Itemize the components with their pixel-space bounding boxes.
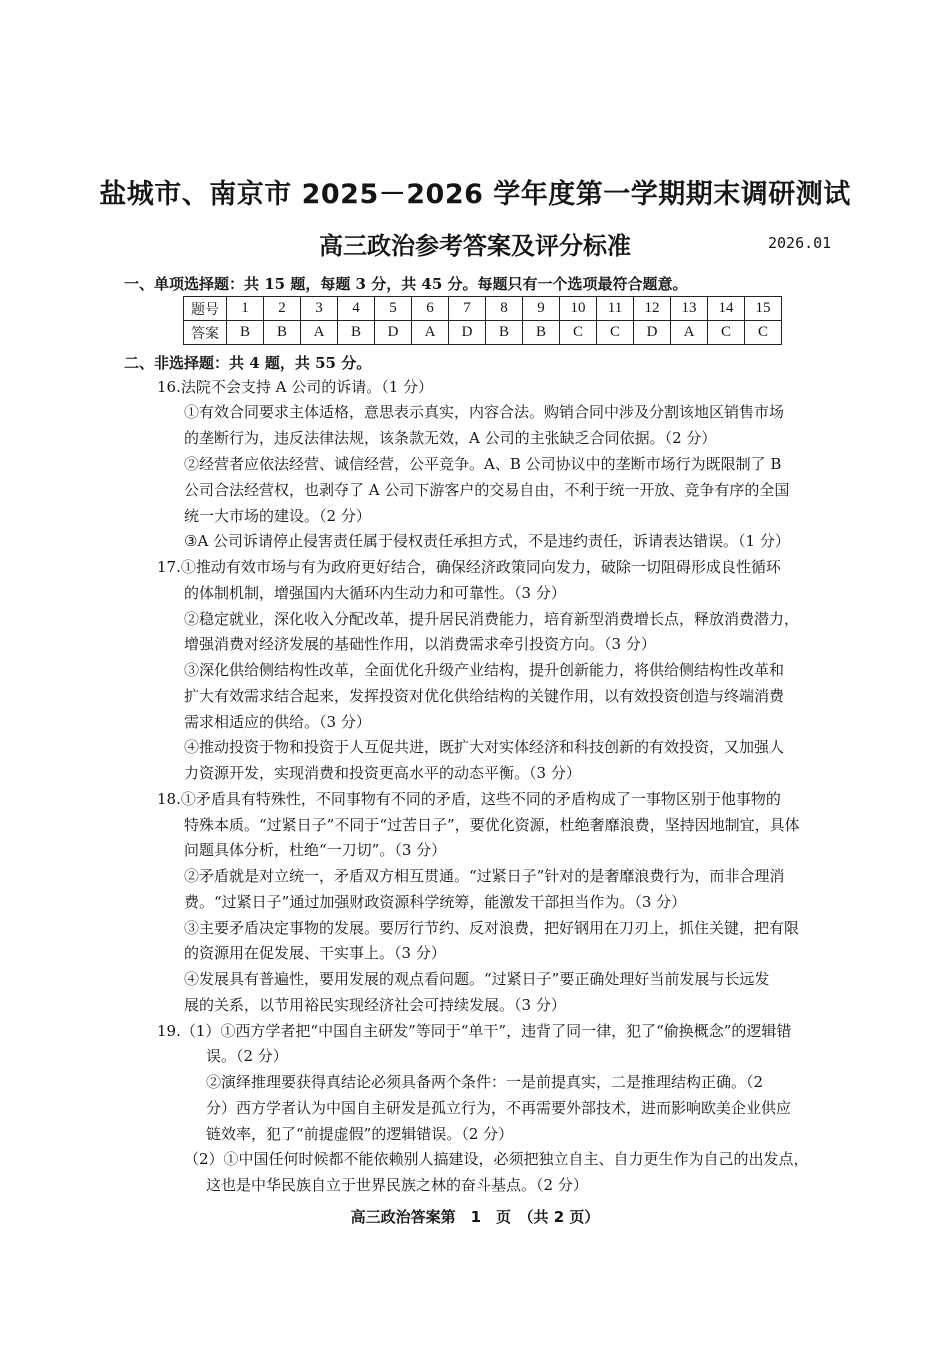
- q18-line: 的资源用在促发展、干实事上。（3 分）: [184, 944, 446, 962]
- question-number: 4: [338, 297, 375, 321]
- q19-line: （2）①中国任何时候都不能依赖别人搞建设，必须把独立自主、自力更生作为自己的出发点，: [184, 1150, 809, 1168]
- question-number: 8: [486, 297, 523, 321]
- question-number: 9: [523, 297, 560, 321]
- answer-cell: B: [227, 321, 264, 345]
- q16-line: 的垄断行为，违反法律法规，该条款无效，A 公司的主张缺乏合同依据。（2 分）: [184, 429, 717, 447]
- page-footer: 高三政治答案第 1 页 （共 2 页）: [350, 1208, 600, 1226]
- question-number: 1: [227, 297, 264, 321]
- question-number: 10: [560, 297, 597, 321]
- question-number: 7: [449, 297, 486, 321]
- q18-line: ④发展具有普遍性，要用发展的观点看问题。“过紧日子”要正确处理好当前发展与长远发: [184, 970, 770, 988]
- section2-heading: 二、非选择题：共 4 题，共 55 分。: [124, 354, 372, 372]
- question-number: 5: [375, 297, 412, 321]
- answer-cell: B: [523, 321, 560, 345]
- document-subtitle: 高三政治参考答案及评分标准: [319, 232, 631, 260]
- q18-line: ②矛盾就是对立统一，矛盾双方相互贯通。“过紧日子”针对的是奢靡浪费行为，而非合理消: [184, 867, 785, 885]
- section1-heading: 一、单项选择题：共 15 题，每题 3 分，共 45 分。每题只有一个选项最符合题意。: [124, 275, 688, 293]
- question-number: 14: [708, 297, 745, 321]
- q18-line: 费。“过紧日子”通过加强财政资源科学统筹，能激发干部担当作为。（3 分）: [184, 893, 687, 911]
- q16-line: 统一大市场的建设。（2 分）: [184, 507, 371, 525]
- answer-cell: C: [597, 321, 634, 345]
- q17-line: ④推动投资于物和投资于人互促共进，既扩大对实体经济和科技创新的有效投资，又加强人: [184, 738, 785, 756]
- answer-cell: B: [338, 321, 375, 345]
- q18-line: 问题具体分析，杜绝“一刀切”。（3 分）: [184, 841, 447, 859]
- q17-line: ②稳定就业，深化收入分配改革，提升居民消费能力，培育新型消费增长点，释放消费潜力，: [184, 610, 800, 628]
- q19-line: 误。（2 分）: [206, 1047, 288, 1065]
- row-label-answer: 答案: [184, 321, 227, 345]
- question-number: 12: [634, 297, 671, 321]
- q17-line: 需求相适应的供给。（3 分）: [184, 713, 371, 731]
- answer-table: [183, 296, 782, 345]
- question-number: 6: [412, 297, 449, 321]
- answer-cell: A: [301, 321, 338, 345]
- answer-cell: A: [412, 321, 449, 345]
- question-number-row: [184, 297, 782, 321]
- question-number: 3: [301, 297, 338, 321]
- answer-cell: A: [671, 321, 708, 345]
- document-date: 2026.01: [768, 234, 832, 252]
- q19-line: 19.（1）①西方学者把“中国自主研发”等同于“单干”，违背了同一律，犯了“偷换概念”的逻辑错: [157, 1022, 792, 1040]
- q17-line: ③深化供给侧结构性改革，全面优化升级产业结构，提升创新能力，将供给侧结构性改革和: [184, 661, 785, 679]
- answer-cell: D: [634, 321, 671, 345]
- answer-cell: D: [375, 321, 412, 345]
- q19-line: 链效率，犯了“前提虚假”的逻辑错误。（2 分）: [206, 1125, 514, 1143]
- q18-line: 展的关系，以节用裕民实现经济社会可持续发展。（3 分）: [184, 996, 566, 1014]
- q18-line: ③主要矛盾决定事物的发展。要厉行节约、反对浪费，把好钢用在刀刃上，抓住关键，把有限: [184, 919, 800, 937]
- row-label-number: 题号: [184, 297, 227, 321]
- q16-line: ③A 公司诉请停止侵害责任属于侵权责任承担方式，不是违约责任，诉请表达错误。（1 分）: [184, 532, 790, 550]
- document-title: 盐城市、南京市 2025－2026 学年度第一学期期末调研测试: [99, 179, 851, 210]
- q17-line: 的体制机制，增强国内大循环内生动力和可靠性。（3 分）: [184, 584, 566, 602]
- question-number: 15: [745, 297, 782, 321]
- q17-line: 力资源开发，实现消费和投资更高水平的动态平衡。（3 分）: [184, 764, 581, 782]
- question-number: 11: [597, 297, 634, 321]
- q17-line: 17.①推动有效市场与有为政府更好结合，确保经济政策同向发力，破除一切阻碍形成良性循环: [157, 558, 781, 576]
- answer-row: [184, 321, 782, 345]
- q16-line: 16.法院不会支持 A 公司的诉请。（1 分）: [157, 378, 434, 396]
- answer-cell: B: [264, 321, 301, 345]
- answer-cell: B: [486, 321, 523, 345]
- answer-cell: C: [745, 321, 782, 345]
- q18-line: 18.①矛盾具有特殊性，不同事物有不同的矛盾，这些不同的矛盾构成了一事物区别于他事物的: [157, 790, 781, 808]
- answer-cell: C: [560, 321, 597, 345]
- q17-line: 扩大有效需求结合起来，发挥投资对优化供给结构的关键作用，以有效投资创造与终端消费: [184, 687, 785, 705]
- answer-cell: D: [449, 321, 486, 345]
- q18-line: 特殊本质。“过紧日子”不同于“过苦日子”，要优化资源，杜绝奢靡浪费，坚持因地制宜，具体: [184, 816, 800, 834]
- q19-line: 这也是中华民族自立于世界民族之林的奋斗基点。（2 分）: [206, 1176, 588, 1194]
- question-number: 13: [671, 297, 708, 321]
- question-number: 2: [264, 297, 301, 321]
- q19-line: ②演绎推理要获得真结论必须具备两个条件：一是前提真实，二是推理结构正确。（2: [206, 1073, 764, 1091]
- q16-line: ①有效合同要求主体适格，意思表示真实，内容合法。购销合同中涉及分割该地区销售市场: [184, 403, 785, 421]
- q16-line: 公司合法经营权，也剥夺了 A 公司下游客户的交易自由，不利于统一开放、竞争有序的全国: [184, 481, 790, 499]
- answer-cell: C: [708, 321, 745, 345]
- q16-line: ②经营者应依法经营、诚信经营，公平竞争。A、B 公司协议中的垄断市场行为既限制了 B: [184, 455, 782, 473]
- q19-line: 分）西方学者认为中国自主研发是孤立行为，不再需要外部技术，进而影响欧美企业供应: [206, 1099, 792, 1117]
- q17-line: 增强消费对经济发展的基础性作用，以消费需求牵引投资方向。（3 分）: [184, 635, 656, 653]
